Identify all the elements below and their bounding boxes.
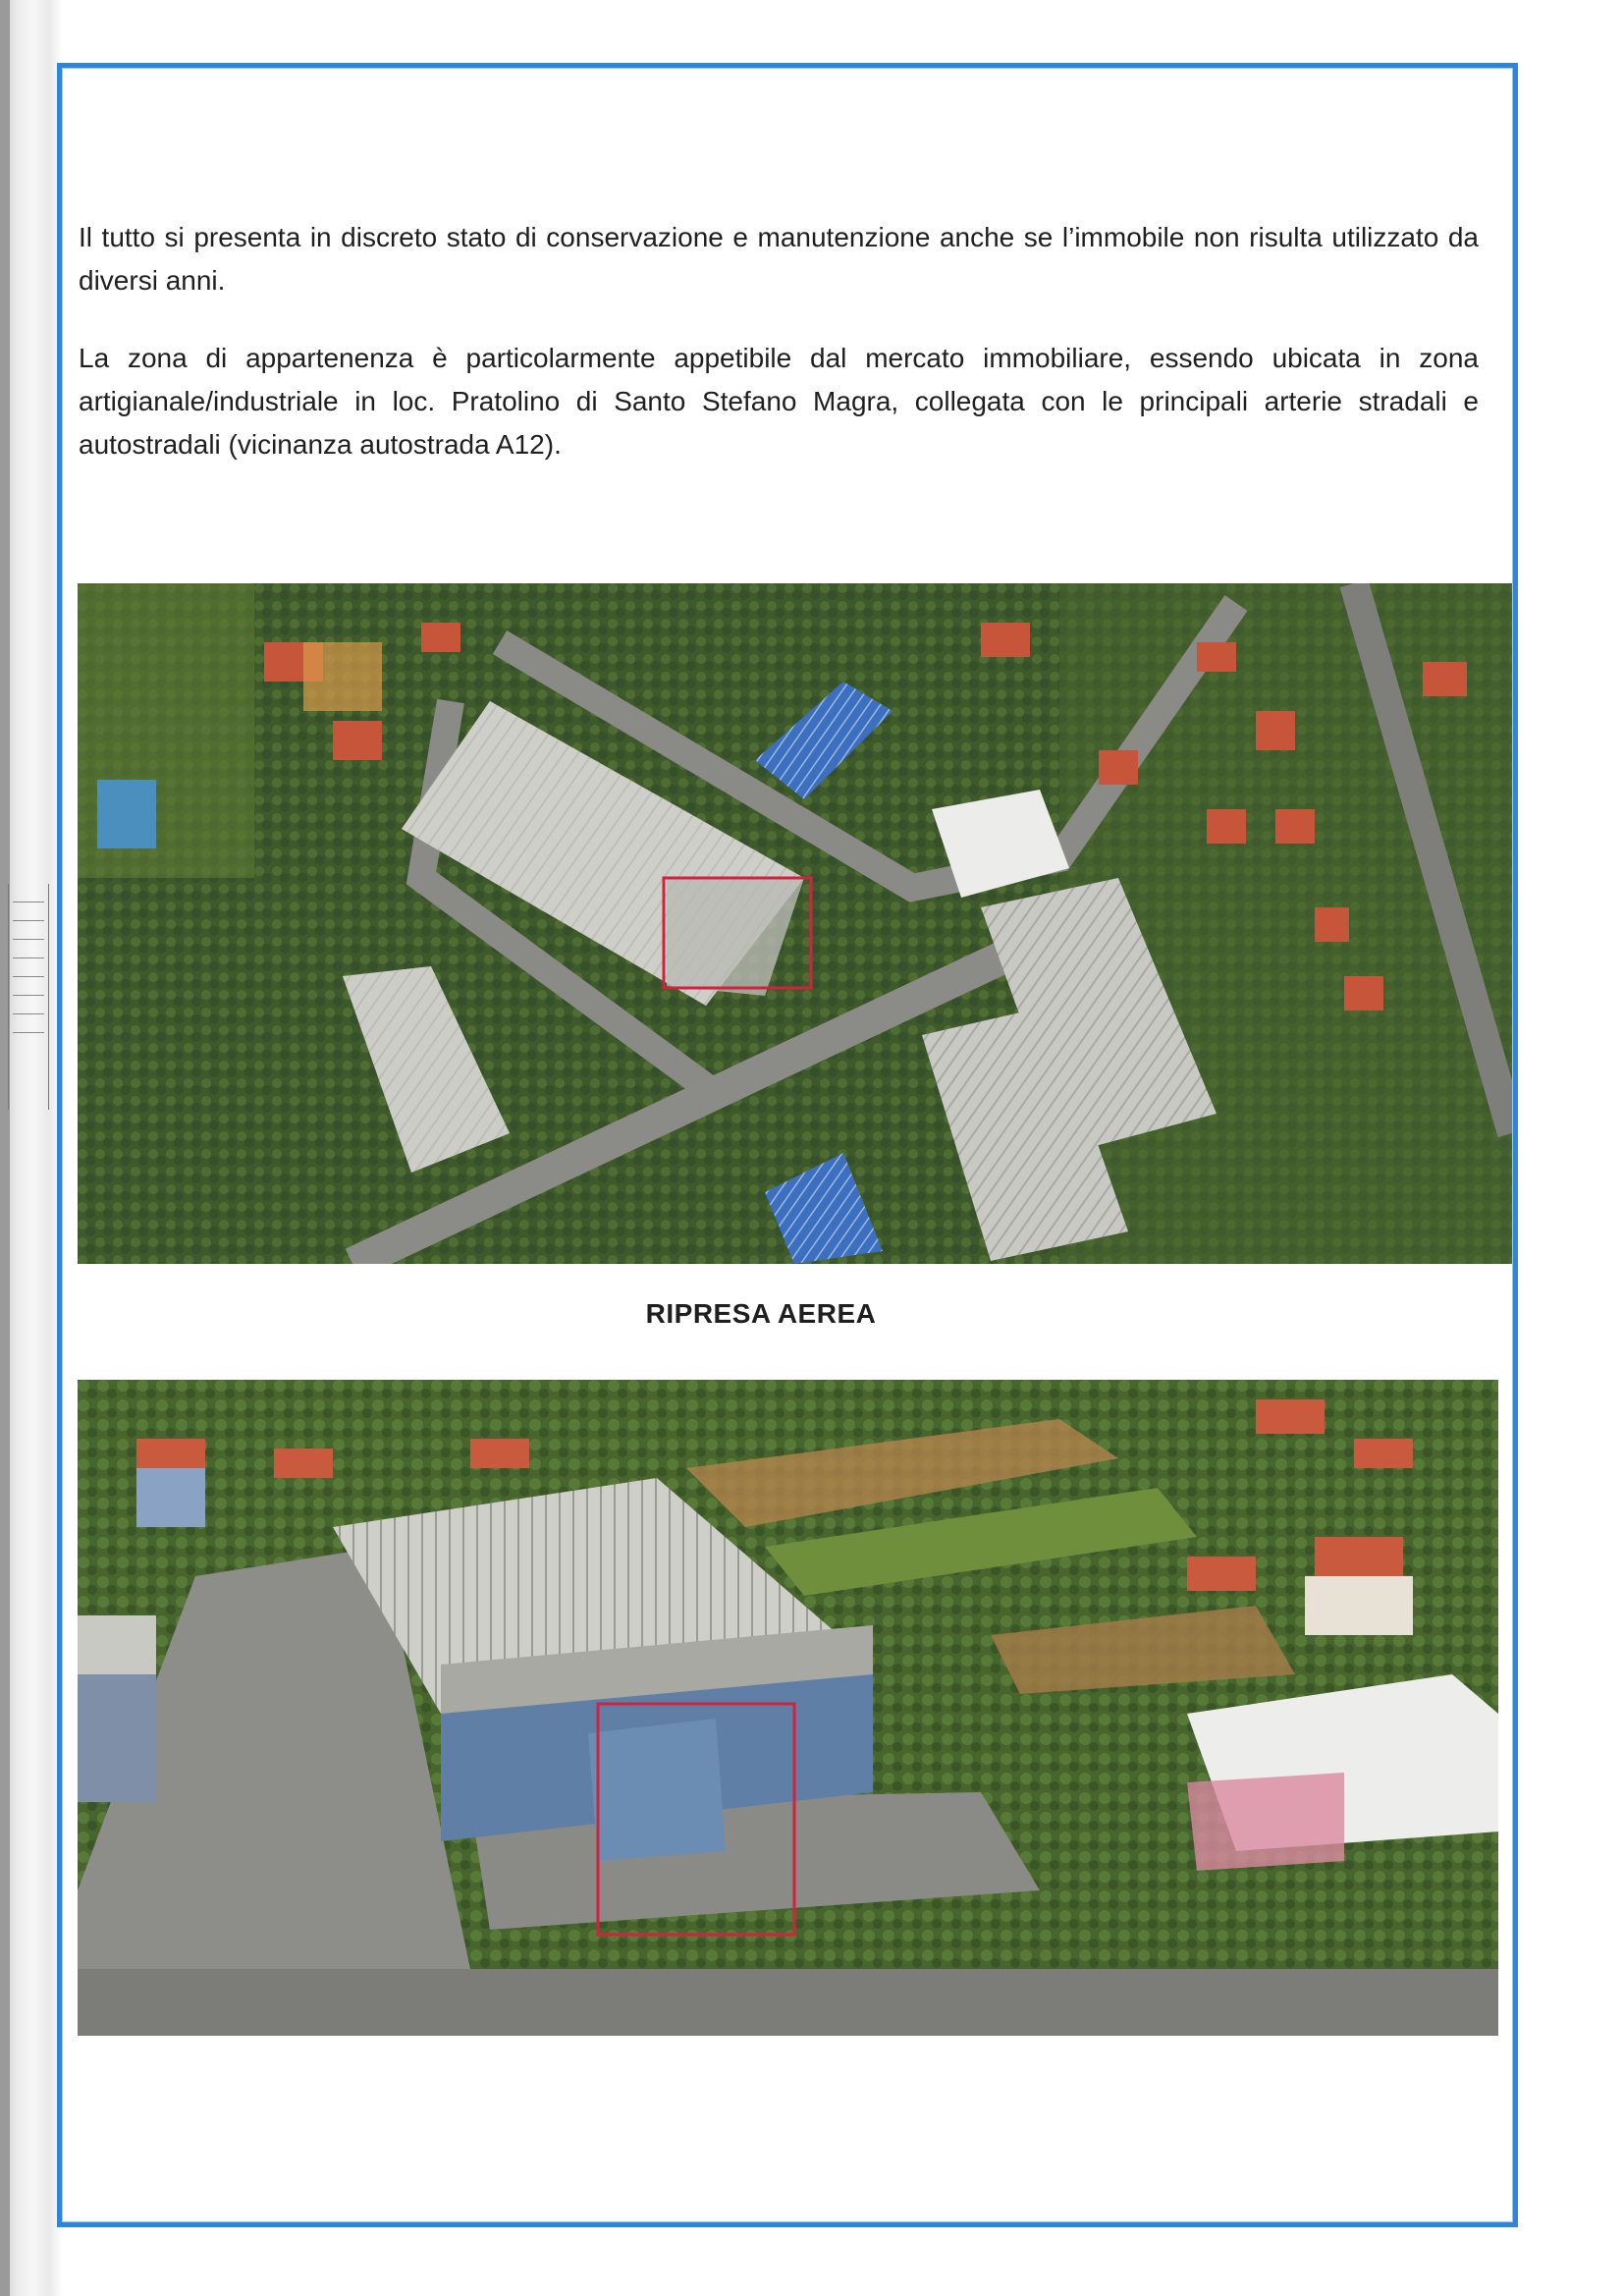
aerial-photo-topdown <box>78 583 1512 1264</box>
binding-stamp <box>8 884 49 1110</box>
paragraph-conservation: Il tutto si presenta in discreto stato di conservazione e manutenzione anche se l’immobile non risulta utilizzato da diversi anni. <box>79 222 1479 296</box>
figure-caption: RIPRESA AEREA <box>645 1298 877 1329</box>
scan-shadow <box>0 0 10 2296</box>
paragraph-location: La zona di appartenenza è particolarmente appetibile dal mercato immobiliare, essendo ubicata in zona artigianale/industriale in loc. Pratolino di Santo Stefano Magra, collegata con le principali arterie stradali e autostradali (vicinanza autostrada A12). <box>79 343 1479 460</box>
scan-binding-edge <box>0 0 63 2296</box>
aerial-photo-oblique <box>78 1380 1498 2036</box>
